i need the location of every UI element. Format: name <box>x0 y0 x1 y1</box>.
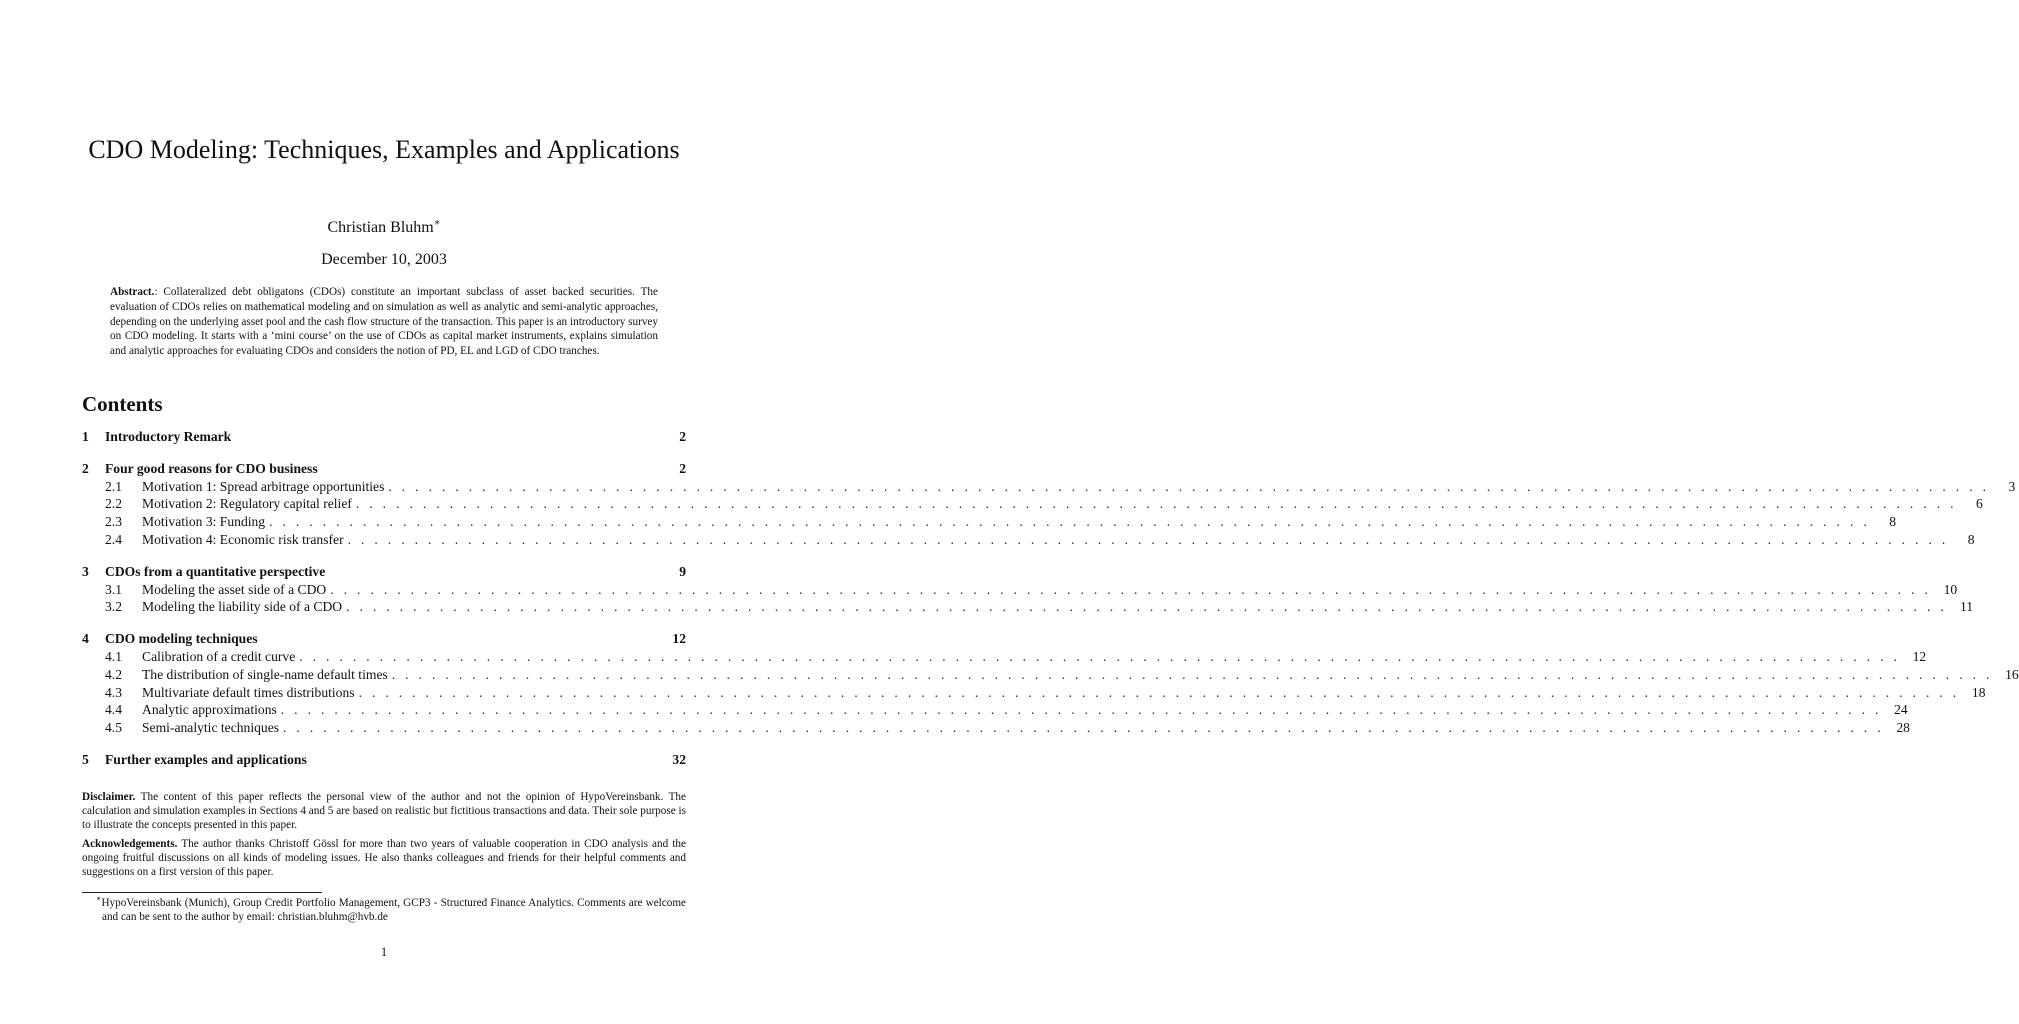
toc-section <box>82 460 2016 549</box>
toc-entry-subsection-4.4[interactable] <box>82 701 1908 719</box>
toc-entry-label: Motivation 1: Spread arbitrage opportunities <box>142 478 385 494</box>
toc-entry-subsection-4.1[interactable] <box>82 648 1927 666</box>
abstract-label: Abstract. <box>110 286 155 298</box>
toc-entry-page: 16 <box>2005 666 2019 682</box>
abstract-text: : Collateralized debt obligatons (CDOs) constitute an important subclass of asset backed securities. The evaluation of CDOs relies on mathematical modeling and on simulation as well as analytic and semi-analytic approaches, depending on the underlying asset pool and the cash flow structure of the transaction. This paper is an introductory survey on CDO modeling. It starts with a ‘mini course’ on the use of CDOs as capital market instruments, explains simulation and analytic approaches for evaluating CDOs and considers the notion of PD, EL and LGD of CDO tranches. <box>110 286 658 358</box>
toc-entry-number: 4 <box>82 631 89 647</box>
toc-entry-number: 3.2 <box>105 599 122 615</box>
toc-entry-number: 4.3 <box>105 684 122 700</box>
author-footnote-mark: ∗ <box>433 217 441 229</box>
author-line <box>84 219 684 237</box>
footnote <box>96 894 686 924</box>
toc-entry-page: 11 <box>1959 599 1974 615</box>
toc-entry-subsection-2.4[interactable] <box>82 531 1975 549</box>
toc-entry-number: 2.3 <box>105 514 122 530</box>
toc-entry-number: 4.5 <box>105 720 122 736</box>
toc-entry-number: 2.1 <box>105 478 122 494</box>
disclaimer <box>82 790 686 833</box>
toc-section <box>82 751 686 769</box>
footnote-rule <box>82 892 322 893</box>
toc-entry-section-3[interactable] <box>82 563 686 581</box>
toc-entry-subsection-3.1[interactable] <box>82 581 1958 599</box>
toc-dot-leader: . . . . . . . . . . . . . . . . . . . . . . . . . . . . . . . . . . . . . . . . . . . . . . . . . . . . . . . . . . . . . . . . . . . . . . . . . . . . . . . . . . . . . . . . . . . . . . . . . . . . . . . . . . . . . . . . . . . . . . . . <box>280 702 1882 718</box>
toc-entry-number: 4.2 <box>105 666 122 682</box>
footnote-mark: ∗ <box>96 894 102 904</box>
toc-dot-leader: . . . . . . . . . . . . . . . . . . . . . . . . . . . . . . . . . . . . . . . . . . . . . . . . . . . . . . . . . . . . . . . . . . . . . . . . . . . . . . . . . . . . . . . . . . . . . . . . . . . . . . . . . . . . . . . . . . . . . . . . <box>355 496 1957 512</box>
toc-entry-label: Motivation 4: Economic risk transfer <box>142 531 344 547</box>
toc-entry-section-5[interactable] <box>82 751 686 769</box>
toc-entry-page: 2 <box>679 460 686 476</box>
toc-entry-number: 3.1 <box>105 581 122 597</box>
acknowledgements-label: Acknowledgements. <box>82 837 178 850</box>
toc-dot-leader: . . . . . . . . . . . . . . . . . . . . . . . . . . . . . . . . . . . . . . . . . . . . . . . . . . . . . . . . . . . . . . . . . . . . . . . . . . . . . . . . . . . . . . . . . . . . . . . . . . . . . . . . . . . . . . . . . . . . . . . . <box>358 684 1960 700</box>
toc-entry-section-2[interactable] <box>82 460 686 478</box>
toc-entry-page: 9 <box>679 563 686 579</box>
toc-dot-leader: . . . . . . . . . . . . . . . . . . . . . . . . . . . . . . . . . . . . . . . . . . . . . . . . . . . . . . . . . . . . . . . . . . . . . . . . . . . . . . . . . . . . . . . . . . . . . . . . . . . . . . . . . . . . . . . . . . . . . . . . <box>346 599 1948 615</box>
toc-entry-label: Motivation 2: Regulatory capital relief <box>142 496 352 512</box>
toc-dot-leader: . . . . . . . . . . . . . . . . . . . . . . . . . . . . . . . . . . . . . . . . . . . . . . . . . . . . . . . . . . . . . . . . . . . . . . . . . . . . . . . . . . . . . . . . . . . . . . . . . . . . . . . . . . . . . . . . . . . . . . . . <box>388 478 1990 494</box>
toc-section <box>82 428 686 446</box>
page-number: 1 <box>380 944 388 959</box>
toc-entry-section-1[interactable] <box>82 428 686 446</box>
toc-entry-number: 2.4 <box>105 531 122 547</box>
acknowledgements-text: The author thanks Christoff Gössl for more than two years of valuable cooperation in CDO analysis and the ongoing fruitful discussions on all kinds of modeling issues. He also thanks colleagues and friends for their helpful comments and suggestions on a first version of this paper. <box>82 837 686 879</box>
toc-entry-page: 6 <box>1976 496 1983 512</box>
footnote-text: HypoVereinsbank (Munich), Group Credit Portfolio Management, GCP3 - Structured Finance Analytics. Comments are welcome and can be sent to the author by email: christian.bluhm@hvb.de <box>101 897 686 924</box>
acknowledgements <box>82 837 686 880</box>
toc-entry-number: 2 <box>82 460 89 476</box>
toc-entry-label: Semi-analytic techniques <box>142 720 280 736</box>
toc-entry-label: CDO modeling techniques <box>105 631 258 647</box>
toc-dot-leader: . . . . . . . . . . . . . . . . . . . . . . . . . . . . . . . . . . . . . . . . . . . . . . . . . . . . . . . . . . . . . . . . . . . . . . . . . . . . . . . . . . . . . . . . . . . . . . . . . . . . . . . . . . . . . . . . . . . . . . . . <box>269 514 1871 530</box>
toc-entry-label: Multivariate default times distributions <box>142 684 355 700</box>
toc-entry-page: 3 <box>2008 478 2016 494</box>
toc-entry-number: 1 <box>82 429 89 444</box>
toc-entry-number: 2.2 <box>105 496 122 512</box>
toc-entry-subsection-2.2[interactable] <box>82 495 1983 513</box>
toc-entry-subsection-3.2[interactable] <box>82 598 1974 616</box>
toc-entry-label: Further examples and applications <box>105 751 307 767</box>
toc-entry-page: 18 <box>1971 684 1986 700</box>
toc-entry-subsection-2.1[interactable] <box>82 478 2016 496</box>
abstract <box>110 285 658 359</box>
toc-entry-number: 5 <box>82 751 89 767</box>
toc-dot-leader: . . . . . . . . . . . . . . . . . . . . . . . . . . . . . . . . . . . . . . . . . . . . . . . . . . . . . . . . . . . . . . . . . . . . . . . . . . . . . . . . . . . . . . . . . . . . . . . . . . . . . . . . . . . . . . . . . . . . . . . . <box>299 648 1901 664</box>
toc-entry-label: Modeling the liability side of a CDO <box>142 599 343 615</box>
toc-entry-page: 8 <box>1967 531 1975 547</box>
toc-entry-label: Calibration of a credit curve <box>142 648 296 664</box>
toc-section <box>82 630 2019 737</box>
toc-entry-section-4[interactable] <box>82 630 686 648</box>
toc-entry-number: 4.4 <box>105 702 122 718</box>
toc-entry-label: CDOs from a quantitative perspective <box>105 563 326 579</box>
toc-entry-page: 28 <box>1896 720 1910 736</box>
toc-dot-leader: . . . . . . . . . . . . . . . . . . . . . . . . . . . . . . . . . . . . . . . . . . . . . . . . . . . . . . . . . . . . . . . . . . . . . . . . . . . . . . . . . . . . . . . . . . . . . . . . . . . . . . . . . . . . . . . . . . . . . . . . <box>330 581 1932 597</box>
toc-entry-page: 10 <box>1943 581 1958 597</box>
toc-entry-label: Modeling the asset side of a CDO <box>142 581 327 597</box>
toc-entry-page: 8 <box>1889 514 1897 530</box>
toc-entry-page: 12 <box>672 631 686 647</box>
toc-entry-label: Four good reasons for CDO business <box>105 460 318 476</box>
toc-entry-number: 3 <box>82 563 89 579</box>
toc-entry-subsection-4.3[interactable] <box>82 684 1986 702</box>
toc-dot-leader: . . . . . . . . . . . . . . . . . . . . . . . . . . . . . . . . . . . . . . . . . . . . . . . . . . . . . . . . . . . . . . . . . . . . . . . . . . . . . . . . . . . . . . . . . . . . . . . . . . . . . . . . . . . . . . . . . . . . . . . . <box>283 720 1884 736</box>
table-of-contents <box>82 428 2019 783</box>
toc-entry-label: The distribution of single-name default times <box>142 666 388 682</box>
disclaimer-label: Disclaimer. <box>82 791 136 803</box>
toc-entry-page: 32 <box>672 751 686 767</box>
notes <box>82 790 686 883</box>
toc-entry-label: Analytic approximations <box>142 702 277 718</box>
toc-entry-subsection-4.5[interactable] <box>82 719 1910 737</box>
toc-dot-leader: . . . . . . . . . . . . . . . . . . . . . . . . . . . . . . . . . . . . . . . . . . . . . . . . . . . . . . . . . . . . . . . . . . . . . . . . . . . . . . . . . . . . . . . . . . . . . . . . . . . . . . . . . . . . . . . . . . . . . . . . <box>391 666 1993 682</box>
toc-entry-subsection-4.2[interactable] <box>82 666 2019 684</box>
toc-entry-page: 24 <box>1894 702 1908 718</box>
toc-section <box>82 563 1974 616</box>
toc-entry-page: 2 <box>679 429 686 444</box>
contents-heading: Contents <box>82 392 163 416</box>
author-name: Christian Bluhm <box>327 219 434 236</box>
toc-entry-subsection-2.3[interactable] <box>82 513 1897 531</box>
toc-entry-label: Motivation 3: Funding <box>142 514 266 530</box>
toc-entry-label: Introductory Remark <box>105 429 232 444</box>
disclaimer-text: The content of this paper reflects the personal view of the author and not the opinion of HypoVereinsbank. The calculation and simulation examples in Sections 4 and 5 are based on realistic but fictitious transactions and data. Their sole purpose is to illustrate the concepts presented in this paper. <box>82 791 686 832</box>
paper-title: CDO Modeling: Techniques, Examples and Applications <box>88 135 680 164</box>
toc-dot-leader: . . . . . . . . . . . . . . . . . . . . . . . . . . . . . . . . . . . . . . . . . . . . . . . . . . . . . . . . . . . . . . . . . . . . . . . . . . . . . . . . . . . . . . . . . . . . . . . . . . . . . . . . . . . . . . . . . . . . . . . . <box>347 531 1949 547</box>
paper-date: December 10, 2003 <box>321 251 447 268</box>
toc-entry-page: 12 <box>1912 648 1927 664</box>
toc-entry-number: 4.1 <box>105 648 122 664</box>
